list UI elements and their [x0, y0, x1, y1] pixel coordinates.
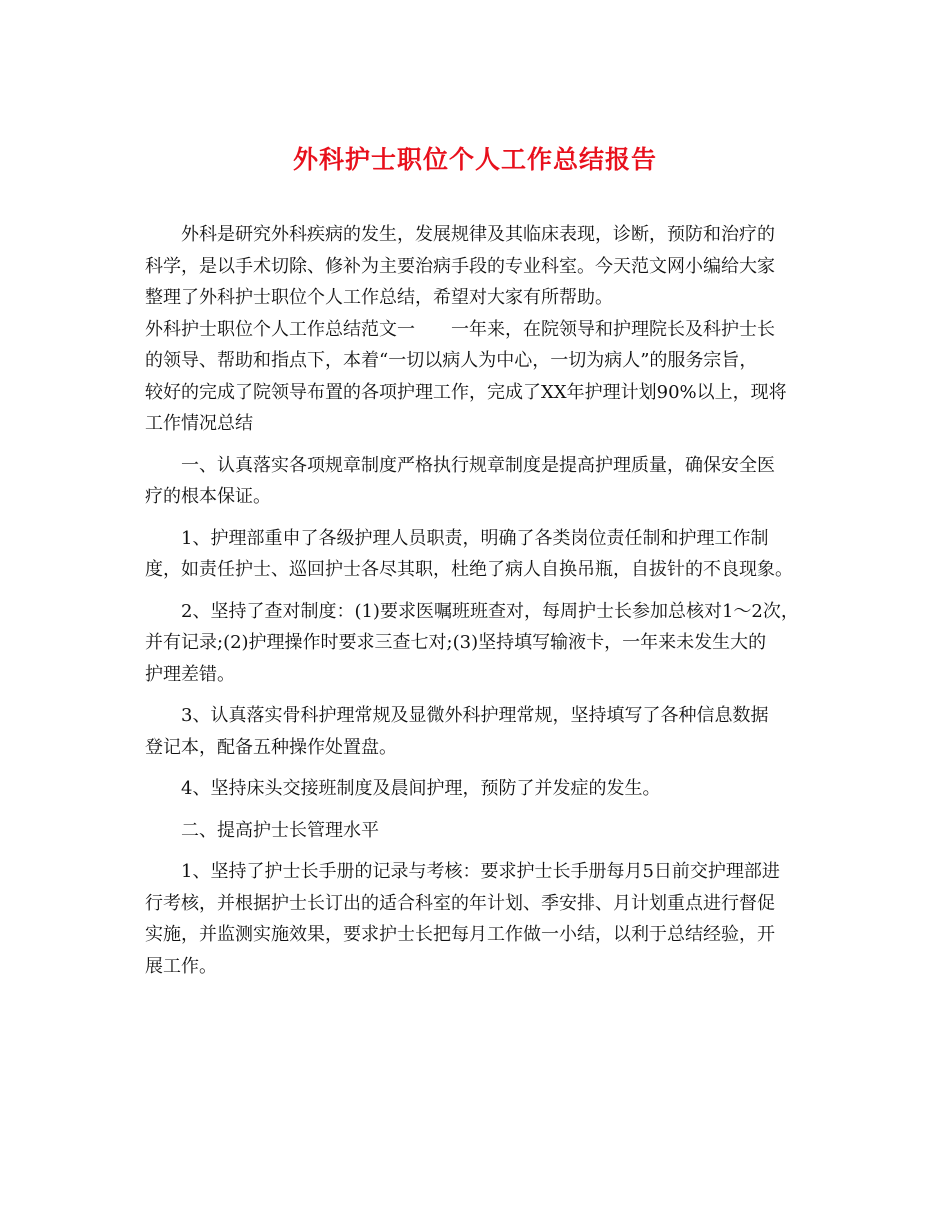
section-2-item-1-line-4: 展工作。	[145, 955, 217, 977]
section-1-line-2: 疗的根本保证。	[145, 486, 271, 507]
item-3-line-1: 3、认真落实骨科护理常规及显微外科护理常规，坚持填写了各种信息数据	[181, 705, 769, 726]
summary-line-3: 较好的完成了院领导布置的各项护理工作，完成了XX年护理计划90%以上，现将	[145, 381, 787, 403]
intro-line-1: 外科是研究外科疾病的发生，发展规律及其临床表现，诊断，预防和治疗的	[181, 224, 775, 245]
item-4-line-1: 4、坚持床头交接班制度及晨间护理，预防了并发症的发生。	[181, 778, 661, 799]
intro-line-2: 科学，是以手术切除、修补为主要治病手段的专业科室。今天范文网小编给大家	[145, 255, 775, 277]
section-1-line-1: 一、认真落实各项规章制度严格执行规章制度是提高护理质量，确保安全医	[181, 454, 775, 476]
document-title: 外科护士职位个人工作总结报告	[292, 145, 657, 174]
section-2-item-1-line-3: 实施，并监测实施效果，要求护士长把每月工作做一小结，以利于总结经验，开	[145, 924, 775, 945]
intro-line-3: 整理了外科护士职位个人工作总结，希望对大家有所帮助。	[145, 287, 613, 308]
summary-line-2: 的领导、帮助和指点下，本着“一切以病人为中心，一切为病人”的服务宗旨，	[145, 350, 758, 371]
section-2-heading: 二、提高护士长管理水平	[181, 819, 379, 841]
summary-line-1: 外科护士职位个人工作总结范文一 一年来，在院领导和护理院长及科护士长	[145, 318, 775, 340]
item-1-line-1: 1、护理部重申了各级护理人员职责，明确了各类岗位责任制和护理工作制	[181, 527, 769, 549]
item-3-line-2: 登记本，配备五种操作处置盘。	[145, 736, 397, 758]
section-2-item-1-line-2: 行考核，并根据护士长订出的适合科室的年计划、季安排、月计划重点进行督促	[145, 892, 775, 914]
section-2-item-1-line-1: 1、坚持了护士长手册的记录与考核：要求护士长手册每月5日前交护理部进	[181, 861, 780, 882]
item-2-line-1: 2、坚持了查对制度：(1)要求医嘱班班查对，每周护士长参加总核对1～2次，	[181, 600, 799, 622]
item-2-line-3: 护理差错。	[145, 663, 235, 685]
item-1-line-2: 度，如责任护士、巡回护士各尽其职，杜绝了病人自换吊瓶，自拔针的不良现象。	[145, 559, 793, 580]
summary-line-4: 工作情况总结	[145, 413, 253, 434]
document-body	[145, 219, 815, 982]
item-2-line-2: 并有记录;(2)护理操作时要求三查七对;(3)坚持填写输液卡，一年来未发生大的	[145, 632, 767, 653]
